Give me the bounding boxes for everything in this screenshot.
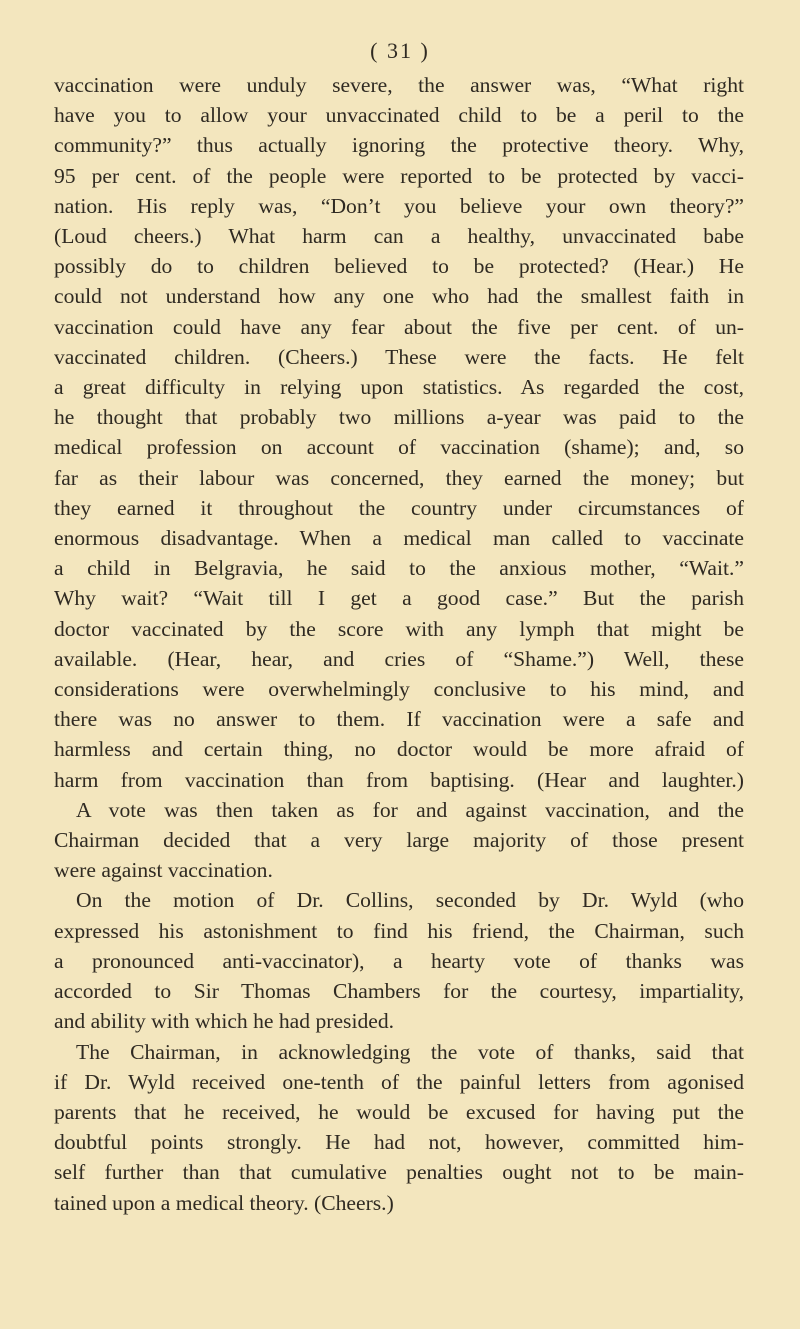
text-line: (Loud cheers.) What harm can a healthy, unvaccinated babe	[54, 224, 744, 249]
text-line: medical profession on account of vaccination (shame); and, so	[54, 435, 744, 460]
text-line: doubtful points strongly. He had not, however, committed him-	[54, 1130, 744, 1155]
text-line: vaccination were unduly severe, the answer was, “What right	[54, 73, 744, 97]
text-line: a pronounced anti-vaccinator), a hearty vote of thanks was	[54, 948, 744, 973]
text-line: far as their labour was concerned, they earned the money; but	[54, 465, 744, 490]
text-line: they earned it throughout the country under circumstances of	[54, 495, 744, 520]
text-line: a child in Belgravia, he said to the anxious mother, “Wait.”	[54, 556, 744, 581]
text-line: expressed his astonishment to find his friend, the Chairman, such	[54, 918, 744, 943]
text-line: a great difficulty in relying upon statistics. As regarded the cost,	[54, 375, 744, 400]
text-line: if Dr. Wyld received one-tenth of the painful letters from agonised	[54, 1069, 744, 1094]
text-line: available. (Hear, hear, and cries of “Shame.”) Well, these	[54, 646, 744, 671]
text-line: have you to allow your unvaccinated child to be a peril to the	[54, 103, 744, 128]
text-line: possibly do to children believed to be protected? (Hear.) He	[54, 254, 744, 279]
text-line: harm from vaccination than from baptising. (Hear and laughter.)	[54, 767, 744, 792]
text-line: could not understand how any one who had the smallest faith in	[54, 284, 744, 309]
text-line: parents that he received, he would be excused for having put the	[54, 1099, 744, 1124]
text-line: he thought that probably two millions a-year was paid to the	[54, 405, 744, 430]
text-line: doctor vaccinated by the score with any lymph that might be	[54, 616, 744, 641]
text-line: enormous disadvantage. When a medical man called to vaccinate	[54, 526, 744, 551]
text-line: self further than that cumulative penalties ought not to be main-	[54, 1160, 744, 1185]
text-line: Chairman decided that a very large majority of those present	[54, 828, 744, 853]
text-line: and ability with which he had presided.	[54, 1009, 395, 1034]
text-line: 95 per cent. of the people were reported to be protected by vacci-	[54, 163, 744, 188]
text-line: considerations were overwhelmingly conclusive to his mind, and	[54, 677, 744, 702]
text-line: A vote was then taken as for and against vaccination, and the	[76, 797, 744, 822]
text-line: The Chairman, in acknowledging the vote of thanks, said that	[76, 1039, 744, 1064]
text-line: were against vaccination.	[54, 858, 273, 883]
text-line: tained upon a medical theory. (Cheers.)	[54, 1190, 394, 1215]
text-line: vaccinated children. (Cheers.) These were the facts. He felt	[54, 344, 744, 369]
text-line: accorded to Sir Thomas Chambers for the courtesy, impartiality,	[54, 979, 744, 1004]
text-line: vaccination could have any fear about the five per cent. of un-	[54, 314, 744, 339]
page-number: ( 31 )	[370, 38, 430, 63]
text-line: On the motion of Dr. Collins, seconded by Dr. Wyld (who	[76, 888, 744, 913]
text-line: there was no answer to them. If vaccination were a safe and	[54, 707, 744, 732]
text-line: Why wait? “Wait till I get a good case.” But the parish	[54, 586, 744, 611]
text-line: harmless and certain thing, no doctor would be more afraid of	[54, 737, 744, 762]
text-line: community?” thus actually ignoring the protective theory. Why,	[54, 133, 744, 158]
text-line: nation. His reply was, “Don’t you believe your own theory?”	[54, 193, 744, 218]
body-text	[54, 70, 744, 1218]
